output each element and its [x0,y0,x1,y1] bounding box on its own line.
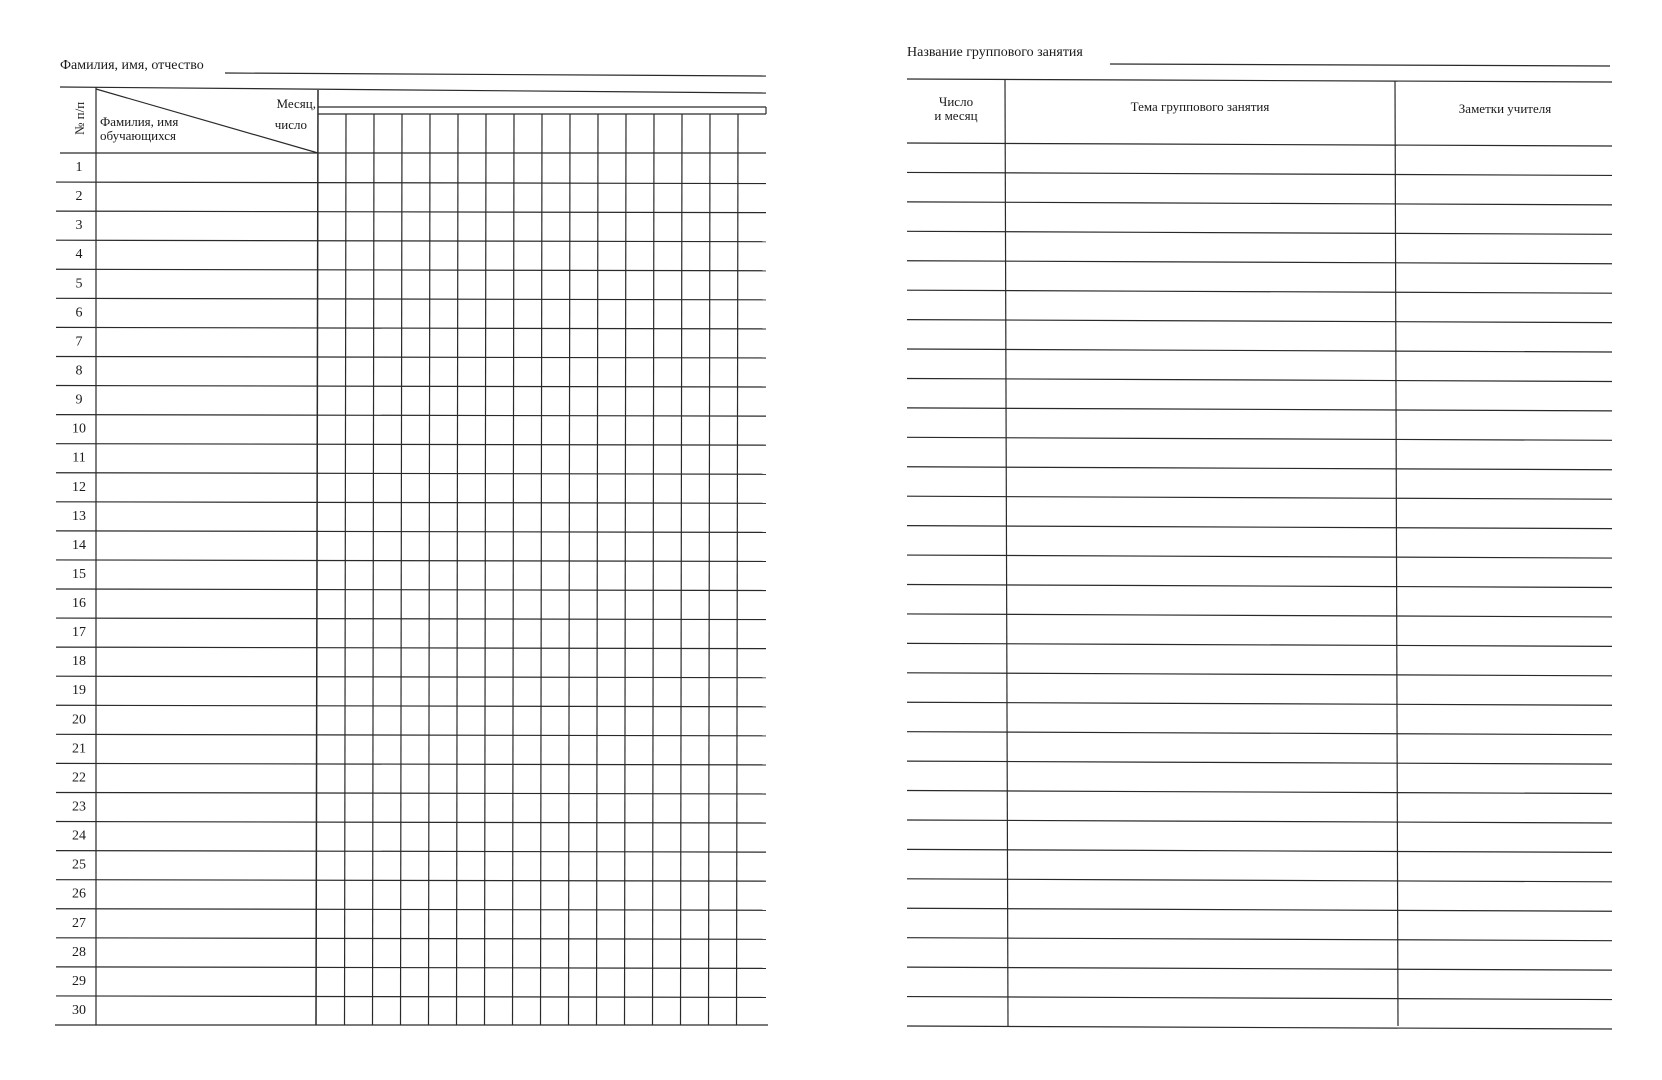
row-number: 22 [72,770,86,786]
row-number: 26 [72,886,86,902]
date-column-line [709,114,711,1025]
row-number: 30 [72,1002,86,1018]
lesson-row-line [907,378,1612,381]
lesson-row-line [907,732,1612,735]
student-rows [56,182,766,997]
student-row-line [56,386,766,388]
lesson-row-line [907,555,1612,558]
student-row-line [56,240,766,242]
student-row-line [56,589,766,591]
date-column-line [345,114,347,1025]
student-row-line [56,618,766,620]
row-number: 11 [72,450,86,466]
student-row-line [56,269,766,271]
student-row-line [56,851,766,853]
date-column-line [485,114,487,1025]
date-column-line [653,114,655,1025]
lesson-row-line [907,408,1612,411]
lesson-row-line [907,967,1612,970]
lesson-row-line [907,320,1612,323]
date-column-line [737,114,739,1025]
notes-column-header: Заметки учителя [1458,101,1552,116]
date-column-line [373,114,375,1025]
day-header: число [274,117,307,132]
row-number: 5 [75,276,83,292]
row-number: 10 [72,421,86,437]
lesson-row-line [907,820,1612,823]
lesson-row-line [907,997,1612,1000]
date-column-line [597,114,599,1025]
lesson-row-line [907,761,1612,764]
left-page [55,58,768,1025]
lesson-rows [907,143,1612,1029]
row-number: 28 [72,944,86,960]
row-number: 4 [75,247,83,263]
group-lesson-title-label: Название группового занятия [907,45,1083,60]
lesson-row-line [907,231,1612,234]
row-number: 27 [72,915,86,931]
date-column-divider [1005,80,1008,1026]
topic-column-header: Тема группового занятия [1130,99,1270,114]
date-columns [345,107,767,1025]
date-column-line [513,114,515,1025]
student-row-line [56,356,766,358]
student-row-line [56,909,766,911]
student-row-line [56,705,766,707]
right-page [907,45,1612,1029]
lesson-row-line [907,172,1612,175]
row-number: 3 [75,218,83,234]
row-number: 19 [72,683,86,699]
row-number: 12 [72,479,86,495]
row-number: 16 [72,596,86,612]
date-column-line [681,114,683,1025]
attendance-table [55,87,768,1025]
student-row-line [56,560,766,562]
student-row-line [56,734,766,736]
lesson-row-line [907,643,1612,646]
topic-column-divider [1395,81,1398,1026]
student-row-line [56,647,766,649]
row-number: 8 [75,363,83,379]
date-column-header-line2: и месяц [934,108,978,123]
student-row-line [56,967,766,969]
number-column-header: № п/п [72,101,87,135]
lesson-row-line [907,849,1612,852]
lesson-row-line [907,467,1612,470]
student-row-line [56,880,766,882]
lesson-row-line [907,1026,1612,1029]
lesson-row-line [907,938,1612,941]
student-row-line [56,182,766,184]
lesson-row-line [907,673,1612,676]
lesson-row-line [907,349,1612,352]
date-column-header-line1: Число [938,94,974,109]
row-number: 7 [75,334,83,350]
row-number: 29 [72,973,86,989]
date-column-line [457,114,459,1025]
student-row-line [56,415,766,417]
table-top-border [60,87,766,93]
lesson-row-line [907,908,1612,911]
date-column-line [569,114,571,1025]
lesson-row-line [907,496,1612,499]
row-number: 23 [72,799,86,815]
lesson-row-line [907,143,1612,146]
student-row-line [56,676,766,678]
row-number: 21 [72,741,86,757]
row-number: 6 [75,305,83,321]
student-row-line [56,938,766,940]
students-column-header-line1: Фамилия, имя [100,114,179,129]
lesson-row-line [907,437,1612,440]
lesson-row-line [907,261,1612,264]
students-column-divider [316,90,318,1025]
student-row-line [56,211,766,213]
student-name-label: Фамилия, имя, отчество [60,58,204,73]
student-name-fill-line[interactable] [225,73,766,76]
row-number: 13 [72,508,86,524]
row-number: 17 [72,625,86,641]
month-header: Месяц, [276,96,316,111]
date-column-line [429,114,431,1025]
date-column-line [541,114,543,1025]
students-column-header-line2: обучающихся [100,128,176,143]
lesson-table-top-border [907,79,1612,82]
lesson-table [907,79,1612,1029]
date-column-line [401,114,403,1025]
student-row-line [56,996,766,998]
lesson-row-line [907,585,1612,588]
lesson-row-line [907,791,1612,794]
row-number: 25 [72,857,86,873]
group-lesson-title-fill-line[interactable] [1110,64,1610,66]
row-number: 18 [72,654,86,670]
row-number: 9 [75,392,83,408]
student-row-line [56,298,766,300]
row-number: 14 [72,537,86,553]
student-row-line [56,763,766,765]
student-row-line [56,502,766,504]
lesson-row-line [907,879,1612,882]
student-row-line [56,473,766,475]
date-column-line [625,114,627,1025]
lesson-row-line [907,526,1612,529]
row-number: 1 [75,160,83,176]
student-row-line [56,531,766,533]
student-row-line [56,822,766,824]
student-row-line [56,444,766,446]
row-number: 2 [75,189,83,205]
row-number: 24 [72,828,86,844]
lesson-row-line [907,702,1612,705]
student-row-line [56,792,766,794]
lesson-row-line [907,614,1612,617]
row-number: 15 [72,566,86,582]
lesson-row-line [907,290,1612,293]
lesson-row-line [907,202,1612,205]
student-row-line [56,327,766,329]
row-number: 20 [72,712,86,728]
